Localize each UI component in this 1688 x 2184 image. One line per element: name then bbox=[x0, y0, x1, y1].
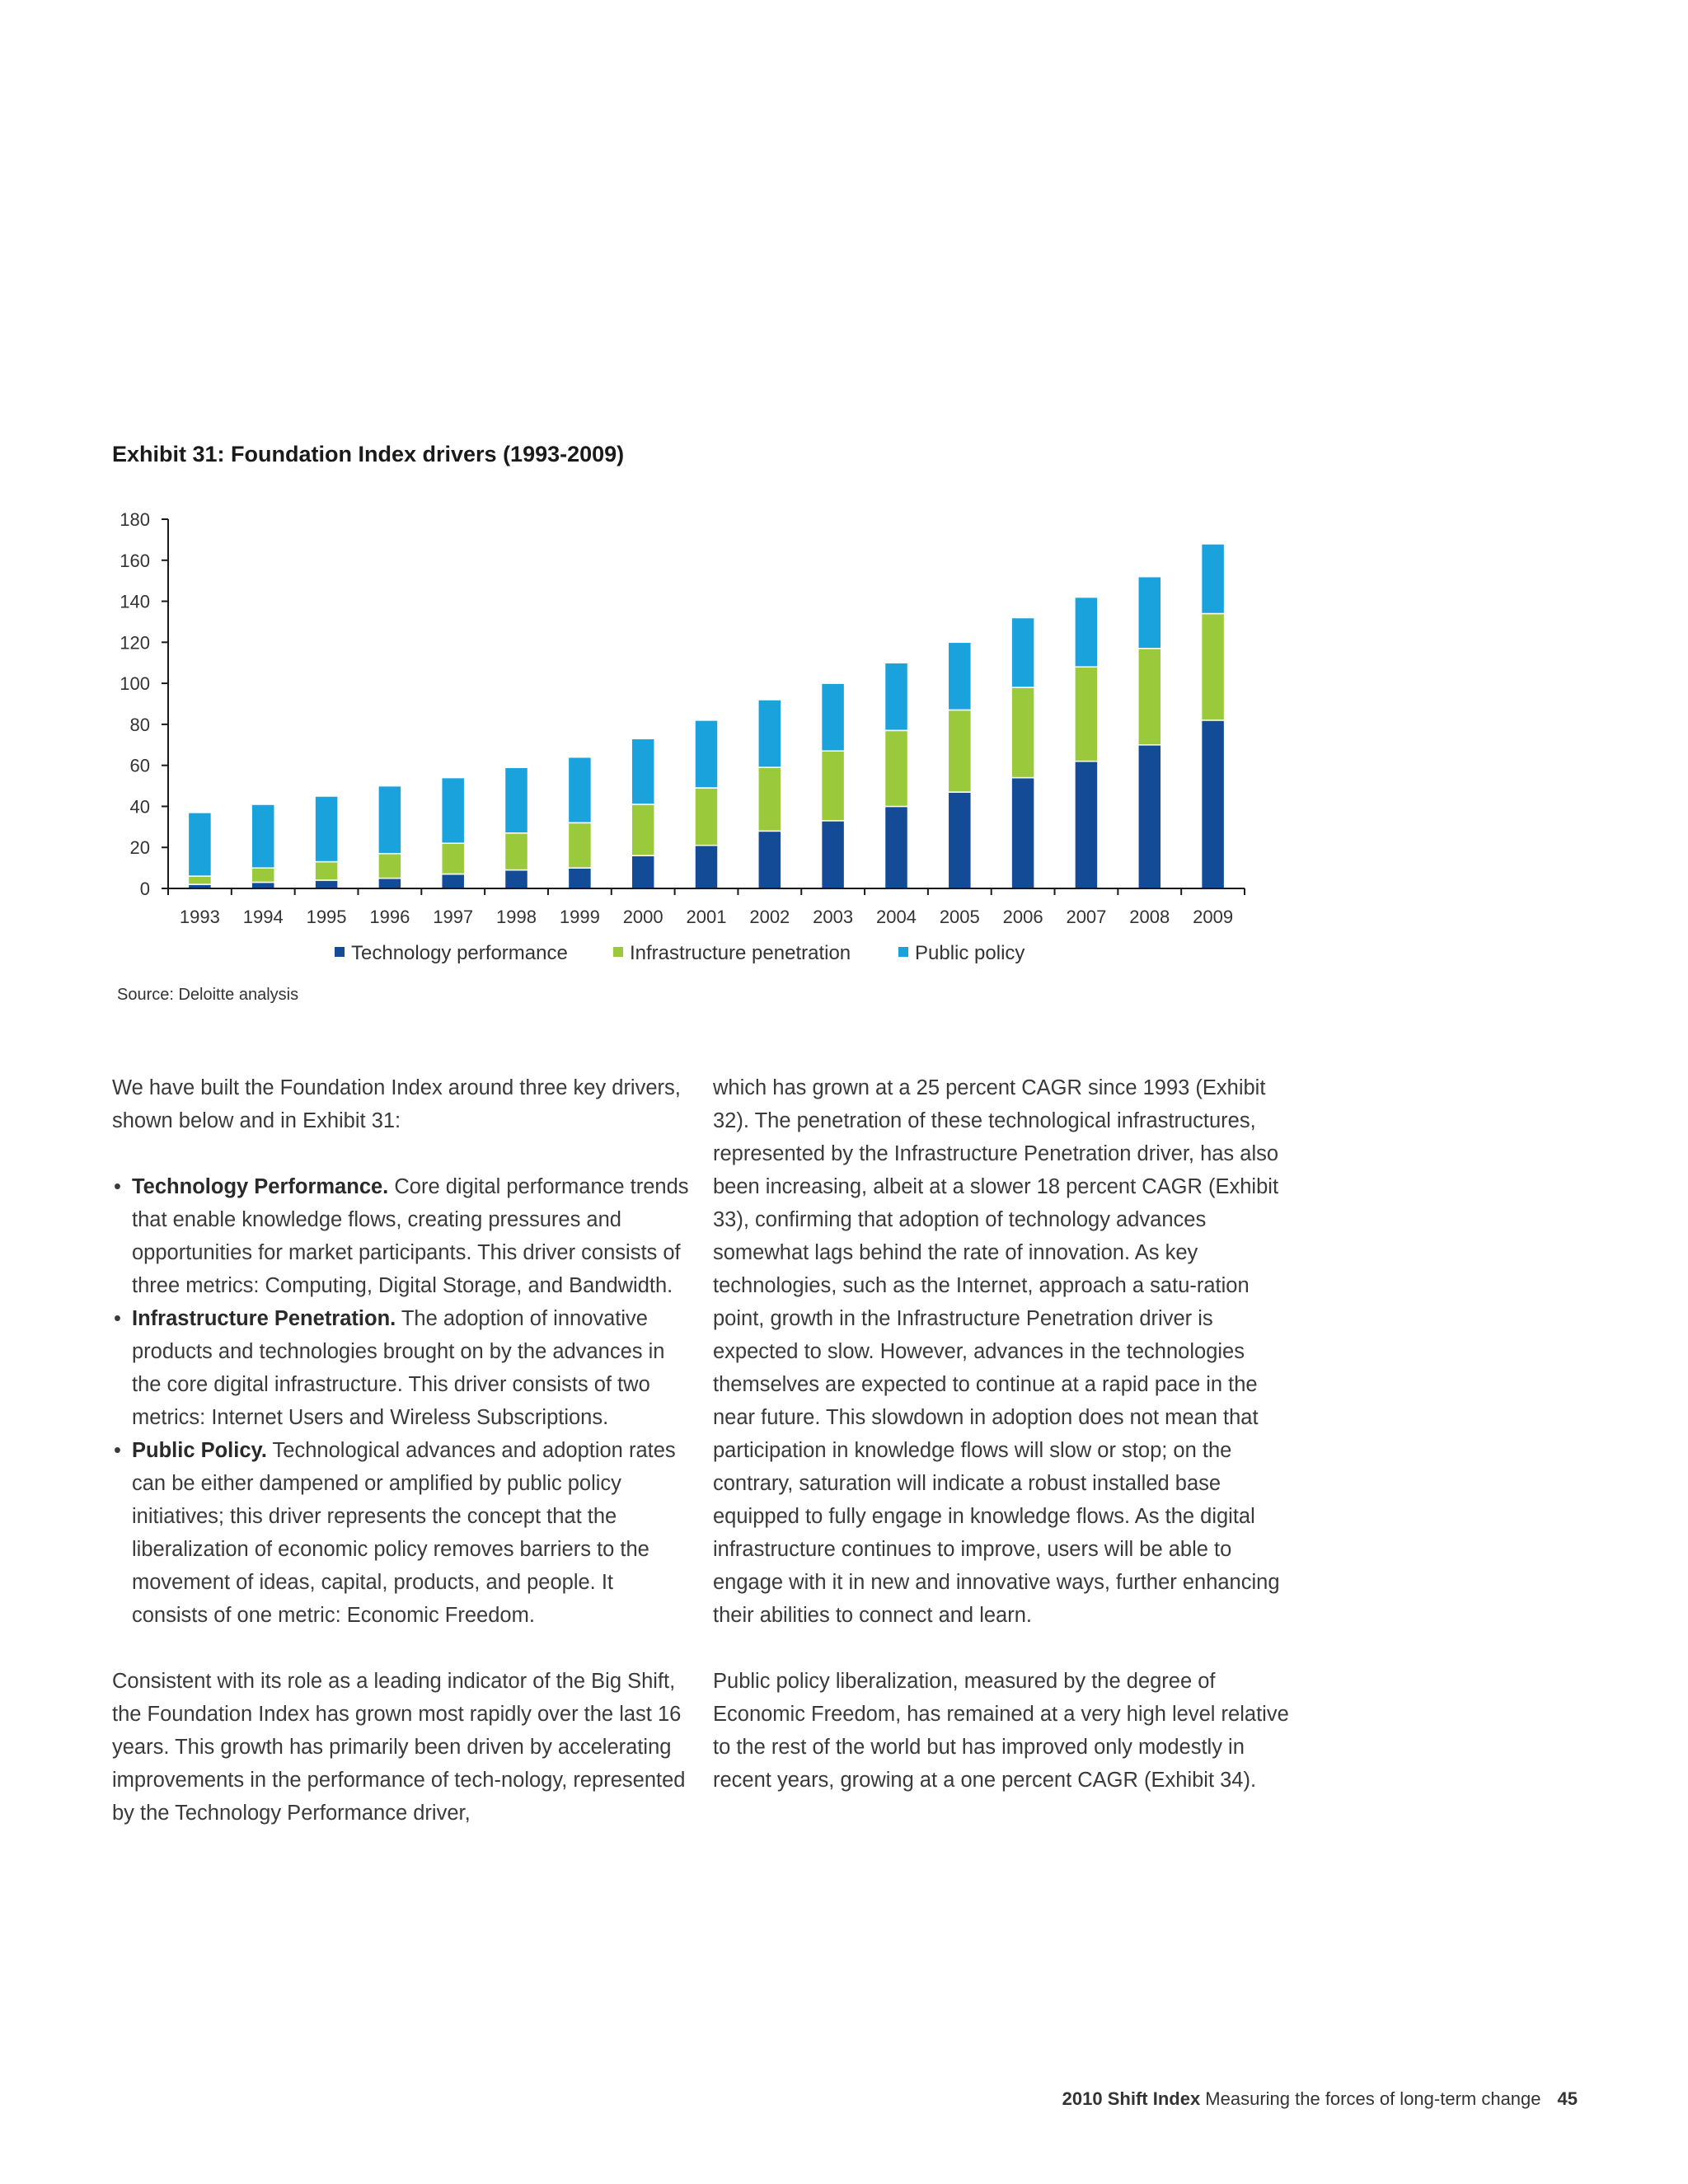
bar-segment-technology-performance-2006 bbox=[1011, 778, 1034, 888]
publication-name: 2010 Shift Index bbox=[1062, 2088, 1201, 2109]
y-tick-label: 40 bbox=[129, 796, 150, 818]
exhibit-title: Exhibit 31: Foundation Index drivers (1993-2009) bbox=[112, 442, 625, 466]
list-item bbox=[112, 1434, 689, 1632]
bar-segment-public-policy-1996 bbox=[378, 786, 401, 854]
bar-segment-public-policy-1999 bbox=[568, 757, 591, 823]
legend-label: Technology performance bbox=[351, 942, 568, 964]
y-tick-label: 120 bbox=[120, 632, 150, 654]
continuation-paragraph: which has grown at a 25 percent CAGR since 1993 (Exhibit 32). The penetration of these technological infrastructures, represented by the Infrastructure Penetration driver, has also been increasing, albeit at a slower 18 percent CAGR (Exhibit 33), confirming that adoption of technology advances somewhat lags behind the rate of innovation. As key technologies, such as the Internet, approach a satu-ration point, growth in the Infrastructure Penetration driver is expected to slow. However, advances in the technologies themselves are expected to continue at a rapid pace in the near future. This slowdown in adoption does not mean that participation in knowledge flows will slow or stop; on the contrary, saturation will indicate a robust installed base equipped to fully engage in knowledge flows. As the digital infrastructure continues to improve, users will be able to engage with it in new and innovative ways, further enhancing their abilities to connect and learn. bbox=[713, 1076, 1280, 1627]
bar-segment-infrastructure-penetration-1997 bbox=[442, 843, 465, 874]
bar-segment-infrastructure-penetration-2008 bbox=[1138, 649, 1161, 745]
bar-segment-infrastructure-penetration-1996 bbox=[378, 854, 401, 879]
bar-segment-public-policy-2007 bbox=[1075, 598, 1098, 668]
bar-segment-technology-performance-1995 bbox=[315, 880, 338, 888]
x-tick-label: 1995 bbox=[306, 907, 347, 927]
bar-segment-infrastructure-penetration-2004 bbox=[885, 730, 908, 806]
y-tick-label: 20 bbox=[129, 837, 150, 859]
x-tick-label: 1994 bbox=[242, 907, 284, 927]
x-tick-label: 2008 bbox=[1129, 907, 1170, 927]
closing-paragraph: Consistent with its role as a leading indicator of the Big Shift, the Foundation Index has grown most rapidly over the last 16 years. This growth has primarily been driven by accelerating improvements in the performance of tech-nology, represented by the Technology Performance driver, bbox=[112, 1670, 686, 1825]
bar-segment-technology-performance-1999 bbox=[568, 868, 591, 888]
policy-paragraph: Public policy liberalization, measured by the degree of Economic Freedom, has remained at a very high level relative to the rest of the world but has improved only modestly in recent years, growing at a one percent CAGR (Exhibit 34). bbox=[713, 1670, 1289, 1792]
bar-segment-infrastructure-penetration-2001 bbox=[695, 788, 718, 846]
x-tick-label: 2009 bbox=[1193, 907, 1234, 927]
x-tick-label: 1997 bbox=[433, 907, 474, 927]
bar-segment-public-policy-2006 bbox=[1011, 618, 1034, 688]
bar-segment-public-policy-1993 bbox=[188, 813, 211, 876]
y-tick-label: 160 bbox=[120, 550, 150, 571]
x-tick-label: 2001 bbox=[686, 907, 727, 927]
bar-segment-technology-performance-1994 bbox=[251, 883, 274, 889]
bar-segment-technology-performance-2008 bbox=[1138, 745, 1161, 888]
source-note: Source: Deloitte analysis bbox=[117, 986, 299, 1004]
bar-segment-infrastructure-penetration-2002 bbox=[758, 767, 781, 831]
bullet-text: Core digital performance trends that enable knowledge flows, creating pressures and opportunities for market participants. This driver consists of three metrics: Computing, Digital Storage, and Bandwidth. bbox=[132, 1175, 689, 1297]
y-tick-label: 100 bbox=[120, 673, 150, 695]
bar-segment-public-policy-2002 bbox=[758, 700, 781, 767]
bullet-term: Public Policy. bbox=[132, 1439, 267, 1462]
bar-segment-technology-performance-1996 bbox=[378, 879, 401, 888]
bar-segment-technology-performance-2003 bbox=[822, 821, 845, 888]
bar-segment-public-policy-1997 bbox=[442, 778, 465, 844]
bar-segment-infrastructure-penetration-1999 bbox=[568, 823, 591, 868]
bar-segment-infrastructure-penetration-1998 bbox=[505, 833, 528, 870]
bar-segment-technology-performance-2001 bbox=[695, 846, 718, 888]
bar-segment-technology-performance-2007 bbox=[1075, 762, 1098, 888]
list-item bbox=[112, 1170, 689, 1302]
bar-segment-technology-performance-1998 bbox=[505, 870, 528, 888]
bar-segment-infrastructure-penetration-2007 bbox=[1075, 667, 1098, 762]
bar-segment-infrastructure-penetration-1993 bbox=[188, 876, 211, 884]
page-number: 45 bbox=[1557, 2088, 1578, 2109]
publication-tagline: Measuring the forces of long-term change bbox=[1200, 2088, 1541, 2109]
legend-swatch bbox=[335, 947, 345, 957]
bar-segment-technology-performance-2004 bbox=[885, 806, 908, 888]
list-item bbox=[112, 1302, 689, 1434]
bar-segment-public-policy-2008 bbox=[1138, 577, 1161, 649]
x-tick-label: 1993 bbox=[179, 907, 220, 927]
y-tick-label: 140 bbox=[120, 591, 150, 612]
bar-segment-infrastructure-penetration-2000 bbox=[631, 804, 654, 855]
x-tick-label: 2003 bbox=[813, 907, 854, 927]
bar-segment-infrastructure-penetration-1995 bbox=[315, 862, 338, 880]
bar-segment-technology-performance-2005 bbox=[948, 792, 971, 888]
y-tick-label: 0 bbox=[139, 879, 150, 899]
bar-segment-public-policy-1998 bbox=[505, 767, 528, 833]
bar-segment-public-policy-2001 bbox=[695, 720, 718, 788]
x-tick-label: 2000 bbox=[622, 907, 663, 927]
bar-segment-infrastructure-penetration-2009 bbox=[1202, 614, 1225, 720]
x-tick-label: 2002 bbox=[749, 907, 790, 927]
intro-paragraph: We have built the Foundation Index around three key drivers, shown below and in Exhibit 31: bbox=[112, 1076, 681, 1132]
bullet-text: Technological advances and adoption rates can be either dampened or amplified by public policy initiatives; this driver represents the concept that the liberalization of economic policy removes barriers to the movement of ideas, capital, products, and people. It consists of one metric: Economic Freedom. bbox=[132, 1439, 676, 1627]
bar-segment-infrastructure-penetration-2006 bbox=[1011, 687, 1034, 778]
y-tick-label: 80 bbox=[129, 714, 150, 735]
body-column-right bbox=[713, 1071, 1290, 1797]
x-tick-label: 2006 bbox=[1002, 907, 1043, 927]
stacked-bar-chart bbox=[0, 0, 1688, 989]
x-tick-label: 2005 bbox=[939, 907, 980, 927]
bar-segment-infrastructure-penetration-1994 bbox=[251, 868, 274, 882]
bar-segment-technology-performance-2000 bbox=[631, 855, 654, 888]
page-footer bbox=[1062, 2088, 1578, 2110]
x-tick-label: 1996 bbox=[369, 907, 410, 927]
bar-segment-public-policy-1995 bbox=[315, 796, 338, 862]
legend-swatch bbox=[898, 947, 908, 957]
legend-label: Infrastructure penetration bbox=[630, 942, 851, 964]
y-tick-label: 180 bbox=[120, 509, 150, 530]
legend-swatch bbox=[613, 947, 623, 957]
x-tick-label: 1998 bbox=[496, 907, 537, 927]
bar-segment-public-policy-2009 bbox=[1202, 544, 1225, 614]
bar-segment-technology-performance-2009 bbox=[1202, 720, 1225, 888]
x-tick-label: 1999 bbox=[559, 907, 600, 927]
bar-segment-public-policy-2003 bbox=[822, 683, 845, 751]
bar-segment-public-policy-2000 bbox=[631, 738, 654, 804]
bar-segment-technology-performance-1997 bbox=[442, 874, 465, 888]
x-tick-label: 2004 bbox=[875, 907, 917, 927]
bar-segment-public-policy-2005 bbox=[948, 642, 971, 710]
driver-list bbox=[112, 1170, 689, 1632]
bullet-text: The adoption of innovative products and technologies brought on by the advances in the core digital infrastructure. This driver consists of two metrics: Internet Users and Wireless Subscriptions. bbox=[132, 1307, 665, 1429]
bar-segment-infrastructure-penetration-2005 bbox=[948, 710, 971, 793]
body-column-left bbox=[112, 1071, 689, 1830]
x-tick-label: 2007 bbox=[1066, 907, 1107, 927]
y-tick-label: 60 bbox=[129, 755, 150, 776]
bar-segment-technology-performance-2002 bbox=[758, 831, 781, 888]
bullet-term: Infrastructure Penetration. bbox=[132, 1307, 396, 1330]
bar-segment-public-policy-1994 bbox=[251, 804, 274, 868]
bar-segment-public-policy-2004 bbox=[885, 663, 908, 730]
legend-label: Public policy bbox=[915, 942, 1025, 964]
bullet-term: Technology Performance. bbox=[132, 1175, 389, 1198]
bar-segment-infrastructure-penetration-2003 bbox=[822, 751, 845, 821]
